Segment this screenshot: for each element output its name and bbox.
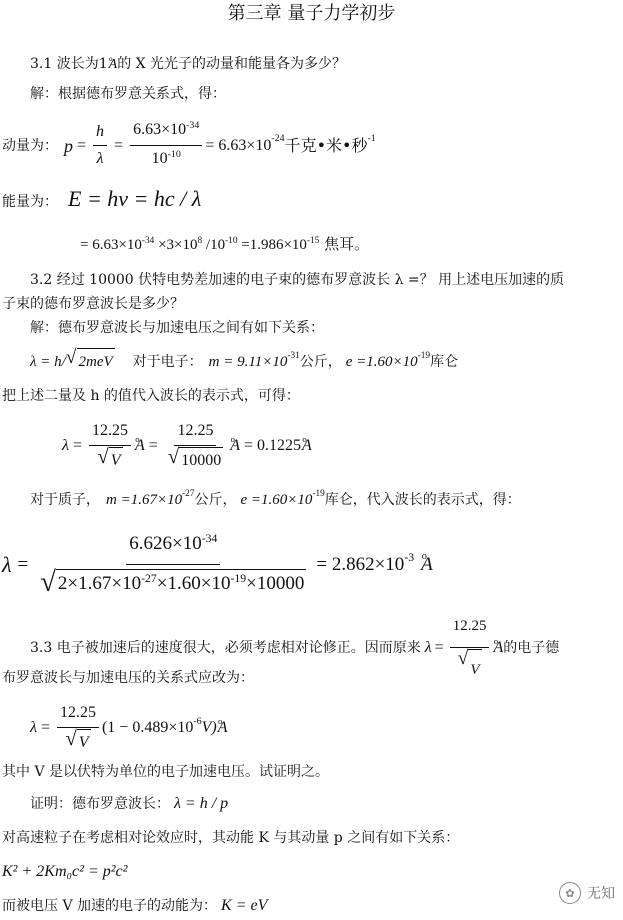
question-3-2-line1: 3.2 经过 10000 伏特电势差加速的电子束的德布罗意波长 λ =？ 用上述电压加速的质	[30, 272, 565, 288]
substitution-text: 把上述二量及 h 的值代入波长的表示式，可得：	[2, 388, 300, 404]
relativistic-relation-text: 对高速粒子在考虑相对论效应时，其动能 K 与其动量 p 之间有如下关系：	[2, 830, 460, 846]
energy-result: = $6.63\times 10^{-34} \times 3\times 10^8$ $/10^{-10} =1.986\times 10^{-15}$ 焦耳。	[80, 235, 370, 253]
wechat-icon: ✿	[559, 882, 581, 904]
watermark-text: 无知	[587, 886, 615, 902]
relativistic-formula: λ = 12.25 √ V (1 − 0.489×10 $^{-6}$ V) o A	[30, 700, 228, 756]
proof-start: 证明：德布罗意波长： λ = h / p	[30, 795, 229, 812]
energy-formula: 能量为： E = hν = hc / λ	[2, 186, 202, 211]
solution-3-1: 解：根据德布罗意关系式，得：	[30, 86, 226, 102]
question-3-3-line1: 3.3 电子被加速后的速度很大，必须考虑相对论修正。因而原来 λ = 12.25 √ V o A 的电子德	[30, 606, 559, 690]
electron-wavelength: λ = 12.25 √ V o A = 12.25 √ 10000 o A = 0.1225 o A	[62, 418, 312, 474]
question-3-3-line2: 布罗意波长与加速电压的关系式应改为：	[2, 670, 254, 686]
energy-momentum-equation: K² + 2Km₀c² = p²c²	[2, 863, 128, 880]
debroglie-relation: λ = h/ √ 2meV 对于电子： m = 9.11×10 $^{-31}$ 公斤， e =1.60×10 $^{-19}$ 库仑	[30, 348, 458, 375]
proton-values: 对于质子， m =1.67×10 $^{-27}$ 公斤， e =1.60×10 $^{-19}$ 库仑，代入波长的表示式，得：	[30, 489, 521, 508]
angstrom-symbol: o A	[108, 55, 118, 75]
question-3-1: 3.1 波长为1o A的 X 光光子的动量和能量各为多少？	[30, 54, 346, 75]
momentum-formula: 动量为： p = $\frac{h}{\lambda}$ = $\frac{6.63\times 10^{-34}}{10^{-10}}$ = 6.63×10 $^{-24}$ 千克•米•秒 $^{-1}$	[2, 119, 376, 167]
kinetic-energy-line: 而被电压 V 加速的电子的动能为： K = eV	[2, 897, 268, 914]
watermark	[559, 882, 615, 904]
proton-wavelength: λ = $6.626\times 10^{-34}$ √ $2\times 1.67\times 10^{-27}\times 1.60\times 10^{-19}\times 10000$ = 2.862×10 $^{-3}$ o A	[2, 530, 433, 600]
question-3-2-line2: 子束的德布罗意波长是多少？	[2, 296, 184, 312]
solution-3-2: 解：德布罗意波长与加速电压之间有如下关系：	[30, 320, 324, 336]
page-title: 第三章 量子力学初步	[227, 3, 396, 24]
where-statement: 其中 V 是以伏特为单位的电子加速电压。试证明之。	[2, 764, 330, 780]
